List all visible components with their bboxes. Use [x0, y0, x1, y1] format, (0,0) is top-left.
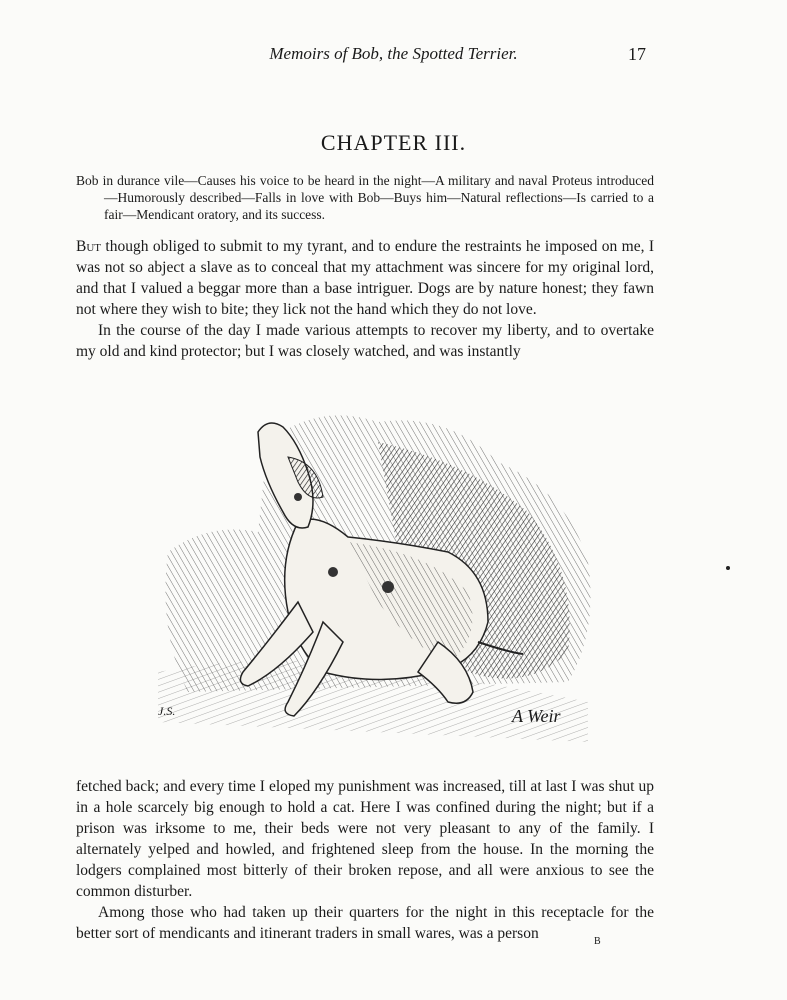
chapter-summary-text: Bob in durance vile—Causes his voice to be heard in the night—A military and naval Proteus introduced—Humorously described—Falls in love with Bob—Buys him—Natural reflections—Is carried to a fair—Mendicant oratory, and its success.	[76, 173, 654, 222]
dog-spot	[294, 493, 302, 501]
chapter-title: CHAPTER III.	[320, 130, 467, 155]
dog-engraving-illustration	[148, 402, 600, 754]
printer-signature-mark: B	[594, 936, 601, 947]
engraver-mark: J.S.	[158, 704, 176, 718]
paragraph-1-lead: But	[76, 238, 102, 255]
chapter-summary	[76, 172, 654, 223]
dog-spot	[328, 567, 338, 577]
paragraph-4: Among those who had taken up their quarters for the night in this receptacle for the better sort of mendicants and itinerant traders in small wares, was a person	[76, 904, 654, 942]
page-speck	[726, 566, 730, 570]
paragraph-1	[76, 236, 654, 320]
paragraph-2: In the course of the day I made various attempts to recover my liberty, and to overtake my old and kind protector; but I was closely watched, and was instantly	[76, 322, 654, 360]
artist-signature: A Weir	[512, 706, 561, 726]
paragraph-3: fetched back; and every time I eloped my punishment was increased, till at last I was shut up in a hole scarcely big enough to hold a cat. Here I was confined during the night; but if a prison was irksome to me, their beds were not very pleasant to any of the family. I alternately yelped and howled, and frightened sleep from the house. In the morning the lodgers complained most bitterly of their broken repose, and all were anxious to see the common disturber.	[76, 778, 654, 900]
body-text-upper	[76, 236, 654, 362]
paragraph-1-text: though obliged to submit to my tyrant, and to endure the restraints he imposed on me, I was not so abject a slave as to conceal that my attachment was sincere for my original lord, and that I valued a beggar more than a base intriguer. Dogs are by nature honest; they fawn not where they wish to bite; they lick not the hand which they do not love.	[76, 238, 654, 318]
page-number: 17	[628, 44, 646, 64]
running-title: Memoirs of Bob, the Spotted Terrier.	[269, 44, 518, 63]
body-text-lower	[76, 776, 654, 944]
dog-spot	[382, 581, 394, 593]
